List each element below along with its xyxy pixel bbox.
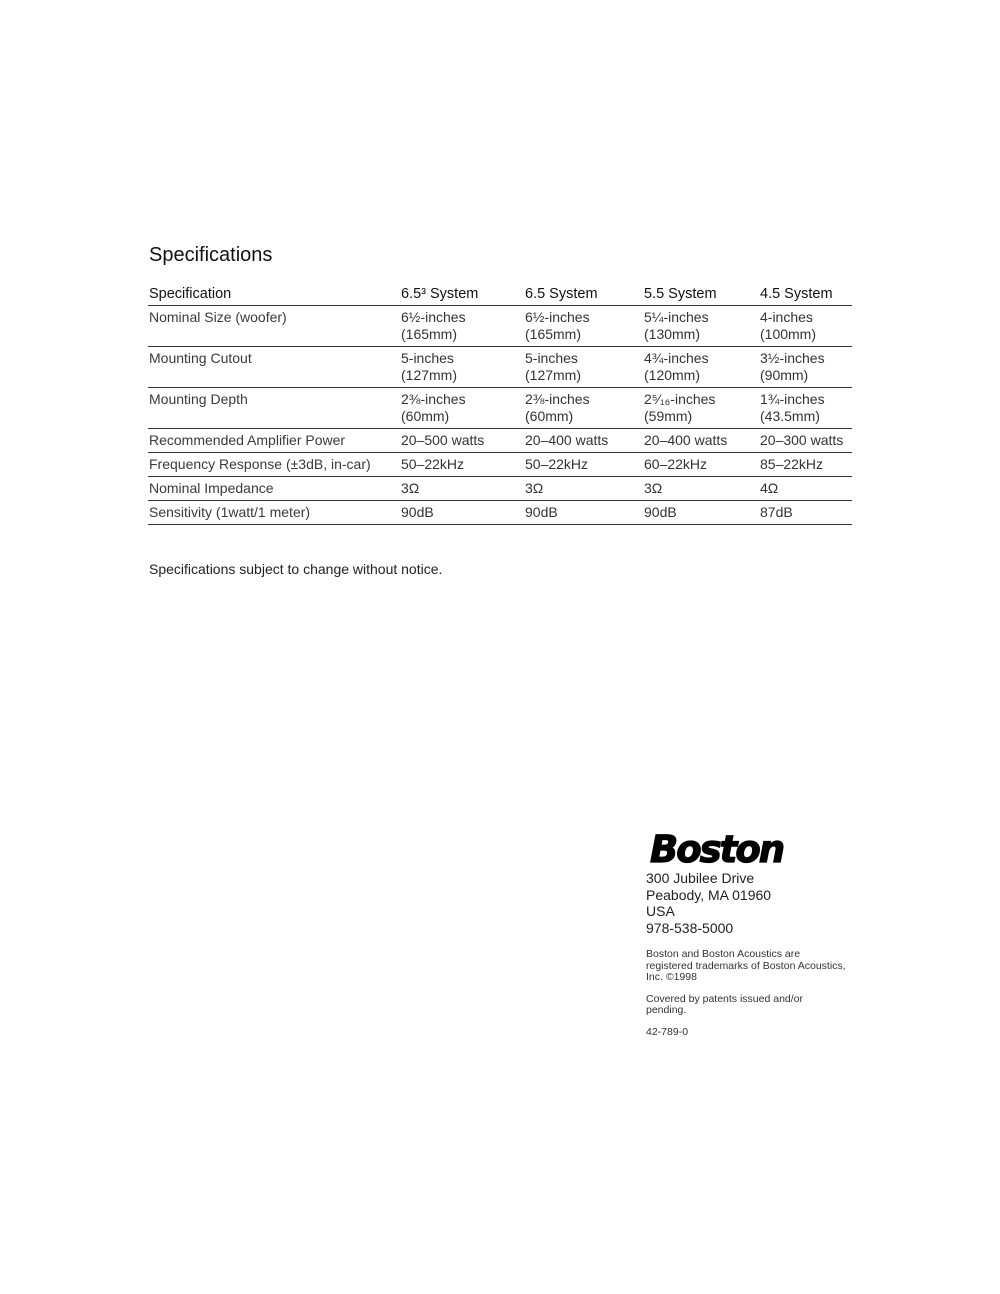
cell-value: (59mm): [644, 408, 693, 424]
cell-value: 3Ω: [525, 480, 544, 496]
cell-value: 3Ω: [644, 480, 663, 496]
table-cell: [524, 306, 643, 347]
row-label: Nominal Impedance: [148, 477, 400, 501]
cell-value: 5-inches: [401, 350, 454, 366]
cell-value: 4-inches: [760, 309, 813, 325]
part-number: 42-789-0: [646, 1025, 689, 1038]
table-cell: [400, 501, 524, 525]
cell-value: (127mm): [525, 367, 582, 383]
cell-value: 90dB: [525, 504, 558, 520]
cell-value: 50–22kHz: [401, 456, 465, 472]
patent-notice: Covered by patents issued and/or pending.: [646, 992, 804, 1016]
cell-value: (43.5mm): [760, 408, 820, 424]
table-cell: [400, 477, 524, 501]
cell-value: 90dB: [401, 504, 434, 520]
table-cell: [524, 501, 643, 525]
footnote: Specifications subject to change without notice.: [149, 561, 443, 577]
table-cell: [524, 453, 643, 477]
table-cell: [759, 388, 852, 429]
address-line: 300 Jubilee Drive: [646, 870, 755, 886]
table-cell: [400, 388, 524, 429]
cell-value: 2⁵⁄₁₆-inches: [644, 391, 716, 407]
row-label: Frequency Response (±3dB, in-car): [148, 453, 400, 477]
cell-value: (100mm): [760, 326, 817, 342]
row-label: Mounting Depth: [148, 388, 400, 429]
cell-value: (60mm): [401, 408, 450, 424]
table-cell: [400, 429, 524, 453]
table-cell: [643, 306, 759, 347]
cell-value: 3½-inches: [760, 350, 825, 366]
table-cell: [759, 429, 852, 453]
cell-value: 4¾-inches: [644, 350, 709, 366]
trademark-notice: Boston and Boston Acoustics are registered trademarks of Boston Acoustics, Inc. ©1998: [646, 948, 846, 983]
column-header: 6.5 System: [524, 284, 643, 306]
cell-value: (60mm): [525, 408, 574, 424]
table-row: [148, 429, 852, 453]
table-cell: [643, 347, 759, 388]
column-header: 5.5 System: [643, 284, 759, 306]
table-cell: [524, 347, 643, 388]
cell-value: 20–400 watts: [525, 432, 609, 448]
table-header-row: [148, 284, 852, 306]
cell-value: (165mm): [525, 326, 582, 342]
cell-value: 20–300 watts: [760, 432, 844, 448]
table-cell: [759, 501, 852, 525]
column-header: Specification: [148, 284, 400, 306]
page-title: Specifications: [149, 244, 273, 266]
table-row: [148, 306, 852, 347]
table-body: [148, 306, 852, 525]
table-cell: [643, 477, 759, 501]
cell-value: 1¾-inches: [760, 391, 825, 407]
cell-value: 6½-inches: [525, 309, 590, 325]
cell-value: 2⅜-inches: [525, 391, 590, 407]
row-label: Sensitivity (1watt/1 meter): [148, 501, 400, 525]
specifications-table: [148, 284, 852, 525]
cell-value: (127mm): [401, 367, 458, 383]
row-label: Nominal Size (woofer): [148, 306, 400, 347]
table-cell: [400, 306, 524, 347]
phone-number: 978-538-5000: [646, 919, 734, 936]
table-cell: [643, 388, 759, 429]
company-address: [646, 870, 846, 936]
brand-block: [646, 830, 846, 1038]
table-cell: [524, 477, 643, 501]
cell-value: 4Ω: [760, 480, 779, 496]
table-row: [148, 477, 852, 501]
table-cell: [524, 429, 643, 453]
table-cell: [524, 388, 643, 429]
column-header: 6.5³ System: [400, 284, 524, 306]
cell-value: 3Ω: [401, 480, 420, 496]
row-label: Recommended Amplifier Power: [148, 429, 400, 453]
address-line: Peabody, MA 01960: [646, 886, 772, 903]
boston-logo: Boston: [650, 828, 784, 871]
table-cell: [643, 501, 759, 525]
address-line: USA: [646, 903, 675, 919]
table-cell: [643, 453, 759, 477]
cell-value: (120mm): [644, 367, 701, 383]
table-cell: [759, 477, 852, 501]
cell-value: (90mm): [760, 367, 809, 383]
cell-value: 85–22kHz: [760, 456, 824, 472]
table-cell: [759, 306, 852, 347]
cell-value: 50–22kHz: [525, 456, 589, 472]
column-header: 4.5 System: [759, 284, 852, 306]
cell-value: 90dB: [644, 504, 677, 520]
cell-value: 5-inches: [525, 350, 578, 366]
row-label: Mounting Cutout: [148, 347, 400, 388]
table-cell: [643, 429, 759, 453]
cell-value: 2⅜-inches: [401, 391, 466, 407]
table-cell: [759, 347, 852, 388]
table-row: [148, 501, 852, 525]
cell-value: 20–400 watts: [644, 432, 728, 448]
cell-value: (130mm): [644, 326, 701, 342]
cell-value: 6½-inches: [401, 309, 466, 325]
table-row: [148, 347, 852, 388]
table-cell: [759, 453, 852, 477]
cell-value: 5¼-inches: [644, 309, 709, 325]
table-row: [148, 388, 852, 429]
cell-value: 20–500 watts: [401, 432, 485, 448]
table-cell: [400, 453, 524, 477]
table-cell: [400, 347, 524, 388]
table-row: [148, 453, 852, 477]
cell-value: 87dB: [760, 504, 793, 520]
cell-value: (165mm): [401, 326, 458, 342]
cell-value: 60–22kHz: [644, 456, 708, 472]
